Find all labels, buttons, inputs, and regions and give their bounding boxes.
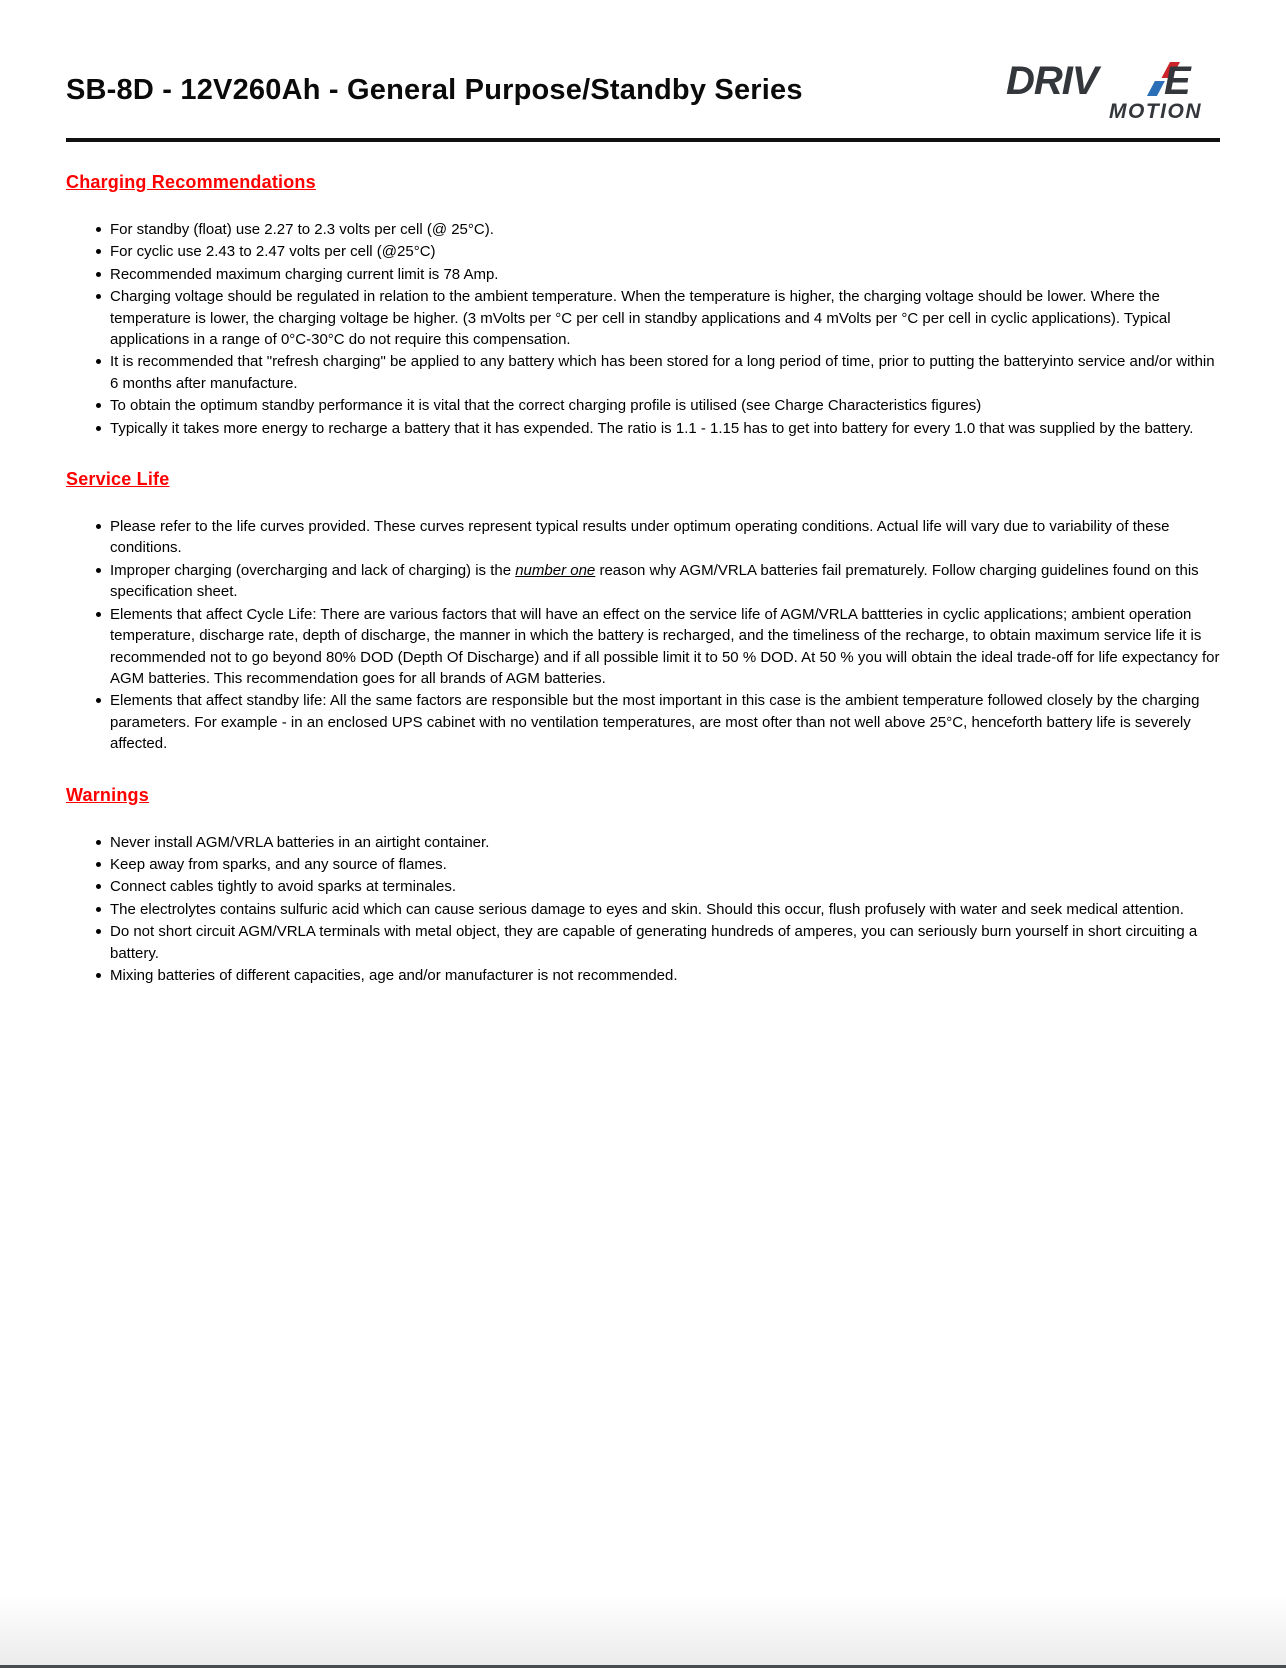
page-title: SB-8D - 12V260Ah - General Purpose/Standby Series [66, 74, 803, 106]
logo-text-drive: DRIV [1006, 60, 1098, 103]
bullet-item: Do not short circuit AGM/VRLA terminals with metal object, they are capable of generating hundreds of amperes, you can seriously burn yourself in short circuiting a battery. [110, 921, 1220, 964]
text-segment: Improper charging (overcharging and lack of charging) is the [110, 561, 516, 579]
bullet-item: Never install AGM/VRLA batteries in an airtight container. [110, 832, 1220, 853]
section-warnings [66, 785, 1220, 987]
bullet-item: Elements that affect Cycle Life: There are various factors that will have an effect on the service life of AGM/VRLA battteries in cyclic applications; ambient operation temperature, discharge rate, depth of discharge, the manner in which the battery is recharged, and the timeliness of the recharge, to obtain maximum service life it is recommended not to go beyond 80% DOD (Depth Of Discharge) and if all possible limit it to 50 % DOD. At 50 % you will obtain the ideal trade-off for life expectancy for AGM batteries. This recommendation goes for all brands of AGM batteries. [110, 604, 1220, 690]
service-life-list [66, 516, 1220, 754]
logo-blue-stripe-icon [1147, 81, 1165, 96]
warnings-list [66, 832, 1220, 987]
document-header [66, 60, 1220, 124]
bullet-item: To obtain the optimum standby performance it is vital that the correct charging profile is utilised (see Charge Characteristics figures) [110, 395, 1220, 416]
section-service-life [66, 469, 1220, 754]
text-segment: reason why AGM/VRLA batteries fail prematurely. Follow charging guidelines found on this specification sheet. [110, 561, 1199, 601]
emphasized-text: number one [515, 561, 596, 579]
bullet-item: It is recommended that "refresh charging" be applied to any battery which has been stored for a long period of time, prior to putting the batteryinto service and/or within 6 months after manufacture. [110, 351, 1220, 394]
bullet-item: For standby (float) use 2.27 to 2.3 volts per cell (@ 25°C). [110, 219, 1220, 240]
bullet-item: Charging voltage should be regulated in relation to the ambient temperature. When the temperature is higher, the charging voltage should be lower. Where the temperature is lower, the charging voltage be higher. (3 mVolts per °C per cell in standby applications and 4 mVolts per °C per cell in cyclic applications). Typical applications in a range of 0°C-30°C do not require this compensation. [110, 286, 1220, 350]
bullet-item: Mixing batteries of different capacities, age and/or manufacturer is not recommended. [110, 965, 1220, 986]
charging-recommendations-list [66, 219, 1220, 439]
logo-text-motion: MOTION [1109, 100, 1202, 123]
section-heading: Service Life [66, 469, 170, 490]
drive-motion-logo-graphic [1000, 60, 1220, 124]
bullet-item: Typically it takes more energy to recharge a battery that it has expended. The ratio is 1.1 - 1.15 has to get into battery for every 1.0 that was supplied by the battery. [110, 418, 1220, 439]
section-heading: Charging Recommendations [66, 172, 316, 192]
bullet-item [110, 560, 1220, 603]
bullet-item: The electrolytes contains sulfuric acid which can cause serious damage to eyes and skin. Should this occur, flush profusely with water and seek medical attention. [110, 899, 1220, 920]
logo-text-e: E [1164, 60, 1191, 103]
bullet-item: Keep away from sparks, and any source of flames. [110, 854, 1220, 875]
bullet-item: For cyclic use 2.43 to 2.47 volts per cell (@25°C) [110, 241, 1220, 262]
bullet-item: Elements that affect standby life: All the same factors are responsible but the most important in this case is the ambient temperature followed closely by the charging parameters. For example - in an enclosed UPS cabinet with no ventilation temperatures, are most ofter than not well above 25°C, henceforth battery life is severely affected. [110, 690, 1220, 754]
header-divider [66, 138, 1220, 142]
drive-motion-logo [1000, 60, 1220, 124]
bullet-item: Connect cables tightly to avoid sparks at terminales. [110, 876, 1220, 897]
section-charging-recommendations [66, 172, 1220, 439]
section-heading: Warnings [66, 784, 149, 805]
bullet-item: Recommended maximum charging current limit is 78 Amp. [110, 264, 1220, 285]
bullet-item: Please refer to the life curves provided. These curves represent typical results under optimum operating conditions. Actual life will vary due to variability of these conditions. [110, 516, 1220, 559]
